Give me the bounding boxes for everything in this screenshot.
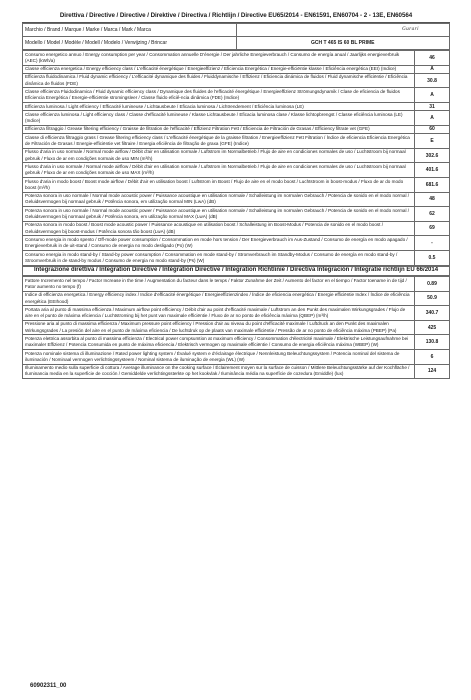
- brand-label: Marchio / Brand / Marque / Marke / Marca / Mark / Marca: [23, 24, 237, 37]
- spec-row: [23, 125, 450, 133]
- spec-label: Efficienza luminosa / Light efficiency / Efficacité lumineuse / Lichtausbeute / Eficacia luminosa / Lichtrendement / Eficiência luminosa (LE): [23, 103, 415, 111]
- spec-label: Classe di efficienza filtraggio grass / Grease filtering efficiency class / L'efficacité énergétique de la graisse filtration / Energieeffizienz Fett Filtration / Índice de eficiencia Eficiencia Energética de Filtración de Grasas / Energie-efficiëntie vet filtraire / Energia eficiência de filtração de graxa (GFE) (Indice): [23, 134, 415, 149]
- spec-label: Potenza elettrica assorbita al punto di massima efficienza / Electrical power compsumtion at maximum efficiency / Consommation d'électricité maximale / Elektrische Leistungsaufnahme bei maximaler Effizienz / Potencia Consumida en punto de máxima eficiencia / Elektrisch vermogen op maximale efficiëntie / Consumo de energia eficiência máxima (WBEP) (W): [23, 335, 415, 350]
- spec-label: Potenza sonora in uso normale / Normal mode acoustic power / Puissance acoustique en utilisation normale / Schalleistung im normalen Gebrauch / Potencia de sonido en el modo normal / Geluidsvermogen bij normaal gebruik / Potência sonora, em utilização normal MIN (LwA) (dB): [23, 192, 415, 207]
- spec-row: [23, 65, 450, 73]
- spec-value: 62: [415, 207, 450, 222]
- spec-value: 124: [415, 364, 450, 379]
- spec-row: [23, 364, 450, 379]
- model-label: Modello / Model / Modèle / Modell / Modelo / Verwijzing / Brincar: [23, 37, 237, 50]
- spec-label: Consumo energia in modo stand-by / Stand-by power consumption / Consommation en mode stand-by / Stromverbrauch im Standby-Modus / Consumo de energía en modo stand-by / Stroomverbruik in de stand-by modus / Consumo de energia no modo stand-by (Ps) (W): [23, 251, 415, 266]
- spec-label: Classe efficienza Fluidodinamica / Fluid dynamic efficiency class / Dynamique des fluides de l'efficacité énergétique / Energieeffizienz Strömungsdynamik / Clase de eficiencia de fluidos Eficiencia Energética / Energie-efficiëntie stromingsleer / Classe fluido eficiê-ncia dinâmica (FDE) (Indice): [23, 88, 415, 103]
- spec-value: 0.89: [415, 277, 450, 292]
- spec-label: Potenza sonora in modo boost / Boost mode acoustic power / Puissance acoustique en utilisation boost / Schalleistung im Boost-Modus / Potencia de sonido en el modo boost / Geluidsvermogen bij boost-modus / Potência sonora tão boost (LwA) (dB): [23, 221, 415, 236]
- spec-row: [23, 251, 450, 266]
- spec-label: Efficienza fluidodinamica / Fluid dynamic efficiency / L'efficacité dynamique des fluides / Fluiddynamische / Effizienz / Eficiencia dinámica de fluidos / Fluid dynamische efficiëntie / Eficiência dinâmica de fluidos (FDE): [23, 73, 415, 88]
- spec-value: E: [415, 134, 450, 149]
- spec-label: Portata aria al punto di massima efficienza / Maximum airflow point efficiency / Débit d'air au point d'efficacité maximale / Luftstrom an den Punkt des maximalen Wirkungsgrades / Flujo de aire en el punto de máxima eficiencia / Luchtstroming bij het punt van maximale efficiëntie / Fluxo de ar no ponto de eficiência máxima (QBEP) (m³/h): [23, 306, 415, 321]
- section-title: Integrazione direttiva / Integration Directive / Intégration Directive / Integration Richtlinie / Directiva Integración / Integratie richtlijn EU 66/2014: [23, 266, 450, 276]
- directive-header: Direttiva / Directive / Directive / Direktive / Directiva / Richtlijn / Directive EU65/2014 - EN61591, EN60704 - 2 - 13E, EN60564: [22, 10, 450, 23]
- spec-row: [23, 178, 450, 193]
- spec-row: [23, 88, 450, 103]
- spec-label: Efficienza filtraggio / Grease filtering efficiency / Graisse de filtration de l'efficacité / Effizienz Filtration Fett / Eficiencia de Filtración de Grasas / Efficiency filtrate vet (GFE): [23, 125, 415, 133]
- spec-value: 425: [415, 320, 450, 335]
- spec-label: Classe efficienza luminosa / Light efficiency class / Classe d'efficacité lumineuse / Klasse Lichtausbeute / Eficacia luminosa clase / Klasse lichtopbrengst / Classe eficiência luminosa (LE) (Indice): [23, 111, 415, 126]
- spec-row: [23, 103, 450, 111]
- spec-row: [23, 277, 450, 292]
- energy-label-sheet: [22, 10, 450, 379]
- spec-row: [23, 207, 450, 222]
- brand-logo: Gurari: [236, 24, 450, 37]
- model-row: [23, 37, 450, 50]
- spec-row: [23, 148, 450, 163]
- spec-value: 50.9: [415, 291, 450, 306]
- model-value: GCH T 465 IS 60 BL PRIME: [236, 37, 450, 50]
- spec-value: 340.7: [415, 306, 450, 321]
- spec-value: 681.6: [415, 178, 450, 193]
- spec-value: A: [415, 65, 450, 73]
- spec-row: [23, 335, 450, 350]
- spec-value: 31: [415, 103, 450, 111]
- spec-label: Indice di efficienza energetica / Energy efficiency index / Indice d'efficacité énergétique / Energieeffizienzindex / Índice de eficiencia energética / Energie efficiëntie Index / Índice de eficiência energética (EEIhood): [23, 291, 415, 306]
- spec-value: A: [415, 111, 450, 126]
- spec-value: 130.8: [415, 335, 450, 350]
- spec-row: [23, 350, 450, 365]
- spec-label: Consumo energia in modo spento / Off-mode power consumption / Consommation en mode hors tension / Der Energieverbrauch im Aus-Zustand / Consumo de energía en modo apagado / Energieverbruik in de uit-stand / Consumo de energia no modo desligado (Po) (W): [23, 236, 415, 251]
- spec-row: [23, 192, 450, 207]
- spec-value: A: [415, 88, 450, 103]
- integration-spec-table: [22, 276, 450, 379]
- spec-label: Flusso d'aria in uso normale / Normal mode airflow / Débit d'air en utilisation normale / Luftstrom im Normalbetrieb / Flujo de aire en condiciones normales de uso / Luchtstroom bij normaal gebruik / Fluxo de ar em condições normais de uso MAX (m³/h): [23, 163, 415, 178]
- spec-label: Fattore Incremento nel tempo / Factor Increase in the time / Augmentation du facteur dans le temps / Faktor Zunahme der Zeit / Aumento del factor en el tiempo / Factor toename in de tijd / Fator aumento no tempo (f): [23, 277, 415, 292]
- spec-value: 302.6: [415, 148, 450, 163]
- spec-label: Flusso d'aria in modo boost / Boost mode airflow / Débit d'air en utilisation boost / Luftstrom im Boost / Flujo de aire en el modo boost / Luchtstroom in boost-modus / Fluxo de ar do modo boost (m³/h): [23, 178, 415, 193]
- spec-value: 0.5: [415, 251, 450, 266]
- spec-label: Flusso d'aria in uso normale / Normal mode airflow / Débit d'air en utilisation normale / Luftstrom im Normalbetrieb / Flujo de aire en condiciones normales de uso / Luchtstroom bij normaal gebruik / Fluxo de ar em condições normais de uso MIN (m³/h): [23, 148, 415, 163]
- spec-row: [23, 306, 450, 321]
- integration-table: [22, 266, 450, 277]
- spec-row: [23, 134, 450, 149]
- spec-label: Pressione aria al punto di massima efficienza / Maximum pressure point efficiency / Pression d'air au niveau du point d'efficacité maximale / Luftdruck an den Punkt des maximalen Wirkungsgrades / La presión del aire en el punto de máxima eficiencia / De luchtdruk op de plaats van maximale efficiëntie / Pressão de ar no ponto de eficiência máxima (PBEP) (Pa): [23, 320, 415, 335]
- section-row: [23, 266, 450, 276]
- spec-row: [23, 73, 450, 88]
- spec-value: 401.6: [415, 163, 450, 178]
- spec-row: [23, 291, 450, 306]
- spec-label: Illuminamento medio sulla superficie di cottura / Average illuminance on the cooking surface / Éclairement moyen sur la surface de cuisson / Mittlere Beleuchtungsstärke auf der Kochfläche / Iluminancia media en la superficie de cocción / Gemiddelde verlichtingssterkte op het kookvlak / Iluminância média na superfície de cozedura (Emiddle) (lux): [23, 364, 415, 379]
- spec-value: 69: [415, 221, 450, 236]
- brand-row: [23, 24, 450, 37]
- spec-label: Classe efficienza energetica / Energy efficiency class / L'efficacité énergétique / Energieeffizienz / Eficiencia Energética / Energie-efficiëntie klasse / Eficiência energética (EEI) (Indice): [23, 65, 415, 73]
- spec-value: -: [415, 236, 450, 251]
- spec-value: 48: [415, 192, 450, 207]
- spec-row: [23, 111, 450, 126]
- spec-value: 30.8: [415, 73, 450, 88]
- spec-label: Potenza sonora in uso normale / Normal mode acoustic power / Puissance acoustique en utilisation normale / Schalleistung im normalen Gebrauch / Potencia de sonido en el modo normal / Geluidsvermogen bij normaal gebruik / Potência sonora, em utilização normal MAX (LwA) (dB): [23, 207, 415, 222]
- spec-row: [23, 51, 450, 66]
- spec-value: 6: [415, 350, 450, 365]
- spec-label: Consumo energetico annuo / Energy consumption per year / Consommation annuelle D'énergie / Der jahrliche Energieverbrauch / Consumo de energía anual / Jaarlijks energieverbruik (AEC) (kWh/a): [23, 51, 415, 66]
- spec-row: [23, 221, 450, 236]
- meta-table: [22, 23, 450, 50]
- spec-value: 60: [415, 125, 450, 133]
- spec-table: [22, 50, 450, 266]
- spec-row: [23, 163, 450, 178]
- spec-row: [23, 236, 450, 251]
- spec-row: [23, 320, 450, 335]
- spec-label: Potenza nominale sistema di illuminazione / Rated power lighting system / Évalué system e d'éclairage électrique / Nennleistung Beleuchtungssystem / Potencia nominal del sistema de iluminación / Nominaal vermogen verlichtingssysteem / Nominal sistema de iluminação de energia (WL) (W): [23, 350, 415, 365]
- spec-value: 46: [415, 51, 450, 66]
- document-code: 60902311_00: [30, 683, 67, 689]
